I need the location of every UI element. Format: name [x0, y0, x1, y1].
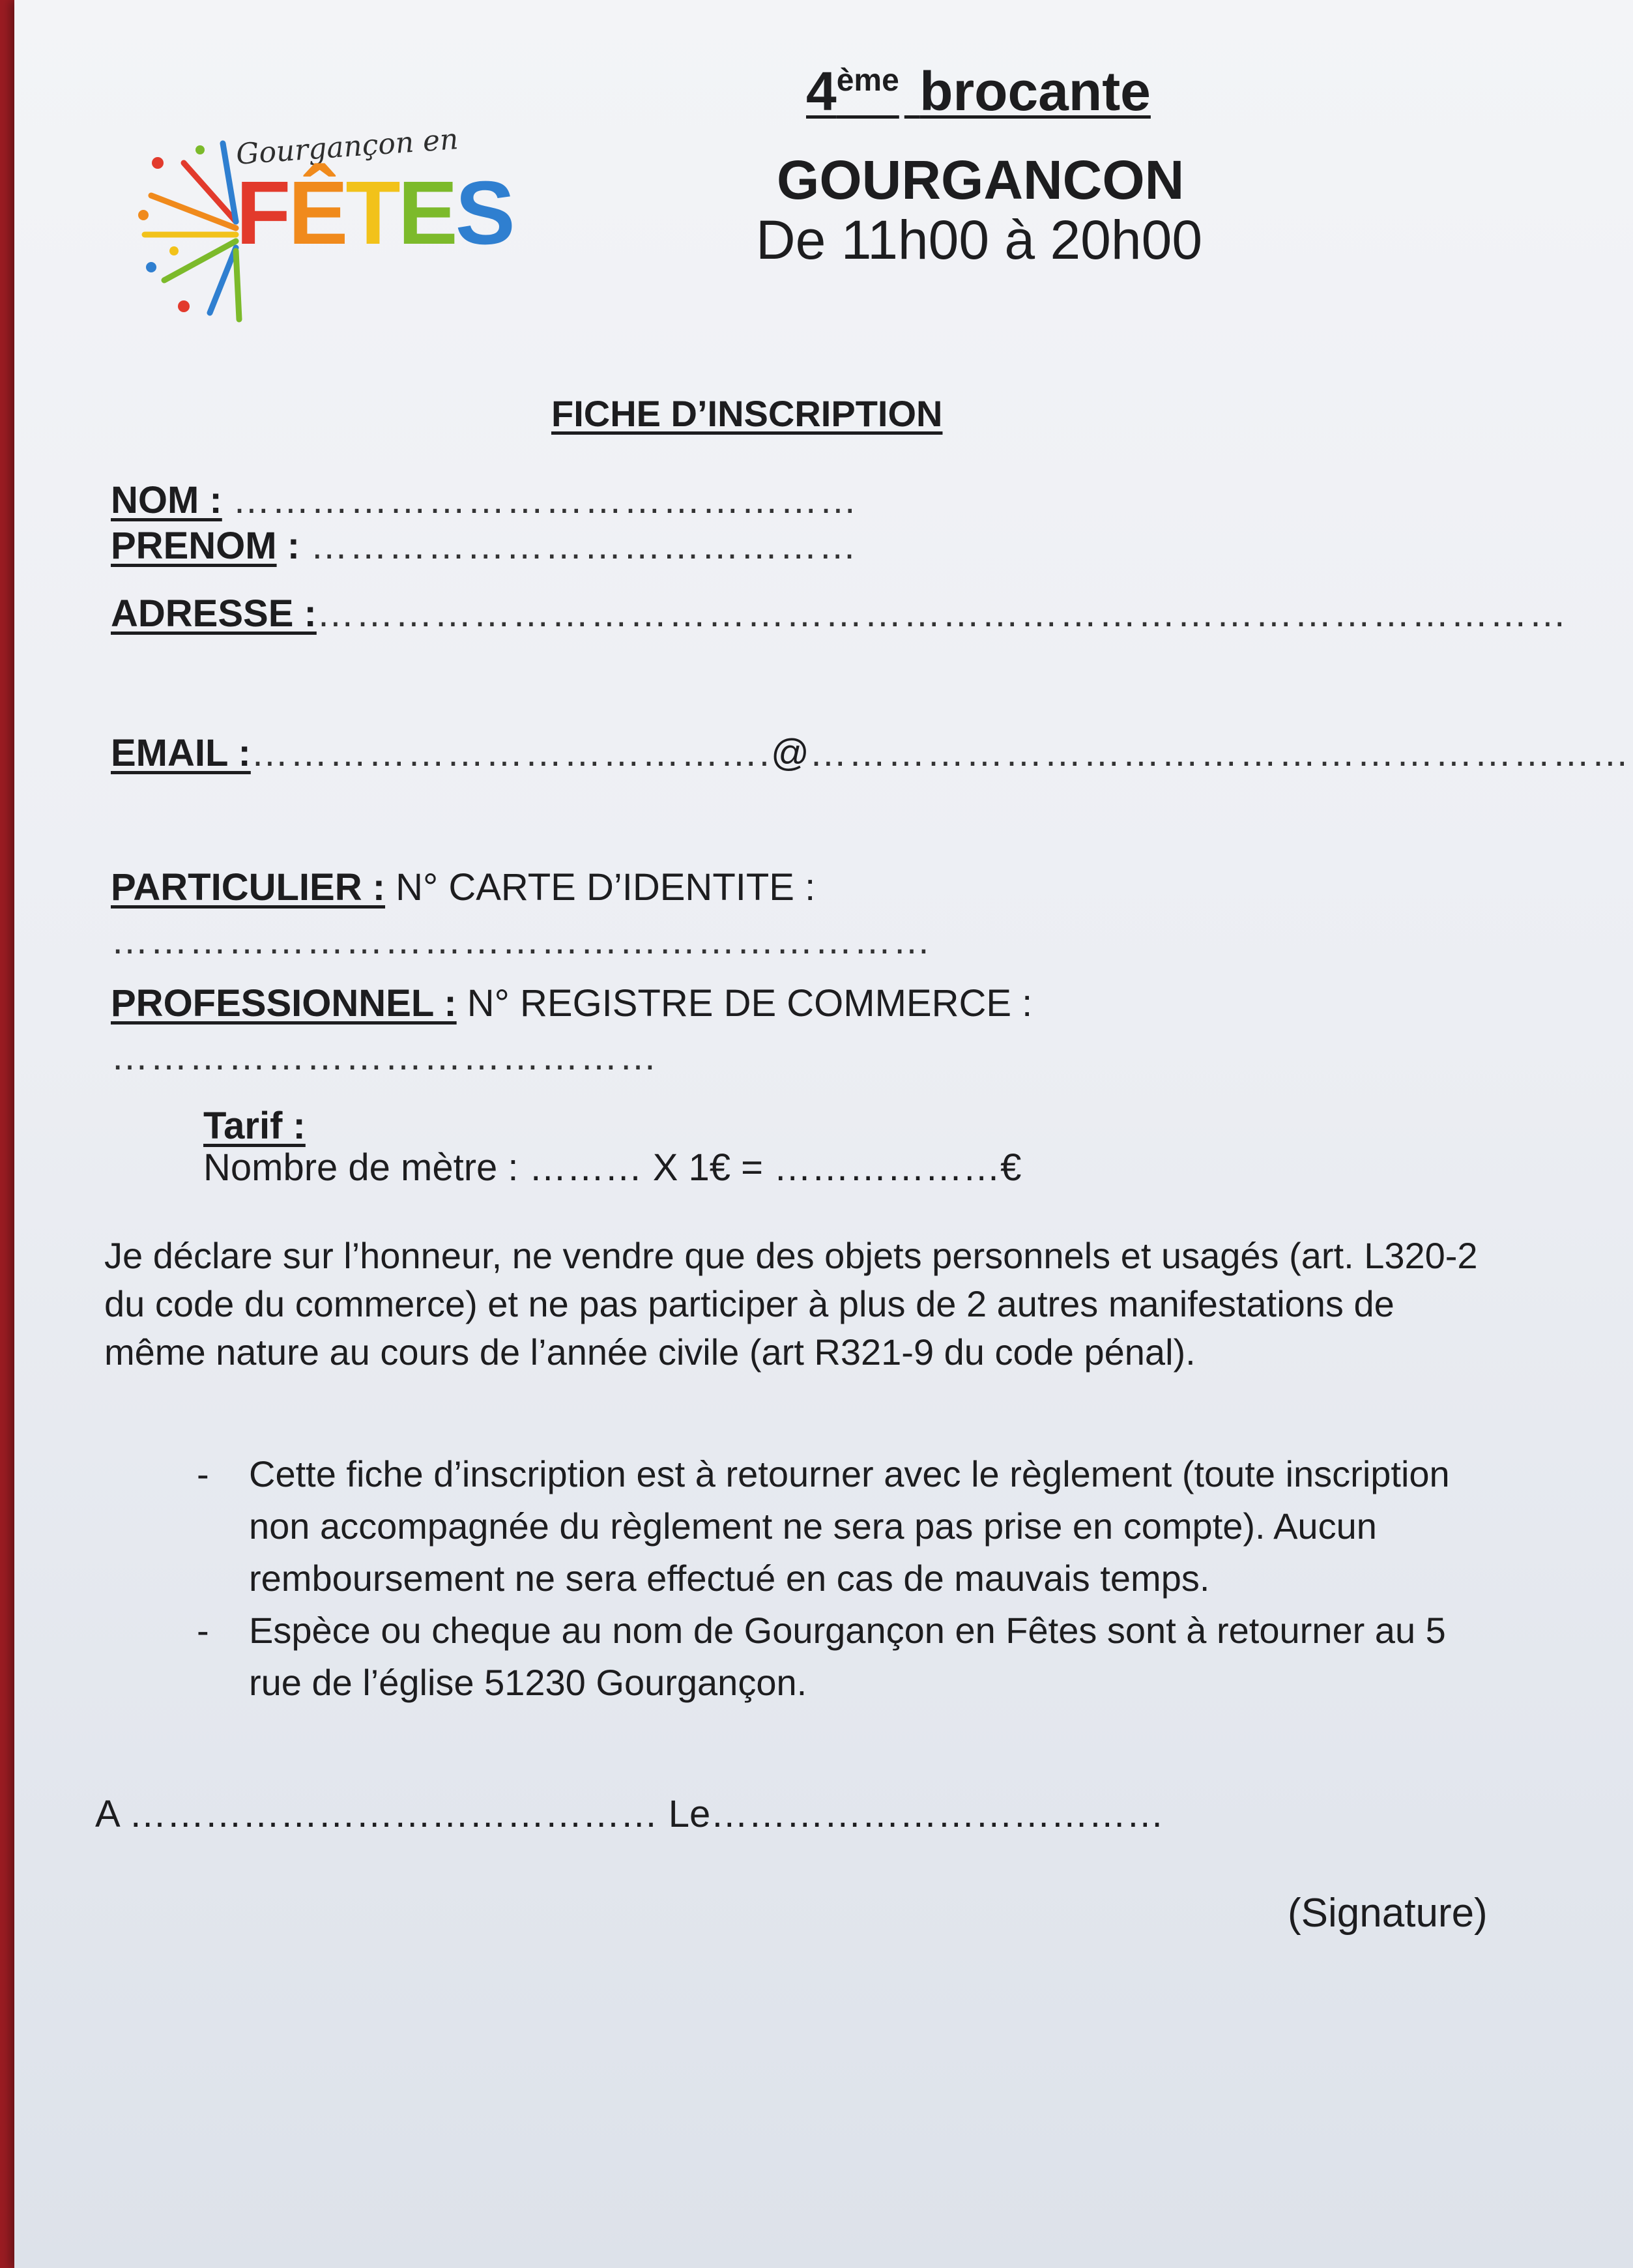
- event-hours: De 11h00 à 20h00: [756, 209, 1203, 270]
- professionnel-field: [111, 980, 1032, 1028]
- instructions-list: [197, 1448, 1494, 1709]
- nom-label: NOM :: [111, 479, 222, 521]
- signature-label: (Signature): [1288, 1891, 1488, 1936]
- nom-blank[interactable]: …………………………………………: [232, 479, 858, 521]
- prenom-field: PRENOM : ……………………………………: [111, 525, 858, 567]
- form-title: FICHE D’INSCRIPTION: [551, 393, 943, 434]
- form-sheet: [14, 0, 1633, 2268]
- email-blank-user[interactable]: ………………………………….: [250, 732, 771, 774]
- email-blank-domain[interactable]: ………………………………………………………: [809, 732, 1630, 774]
- adresse-blank[interactable]: ……………………………………………………………………………………: [316, 592, 1568, 635]
- professionnel-label: PROFESSIONNEL :: [111, 982, 457, 1025]
- carte-identite-blank[interactable]: ………………………………………………………: [111, 920, 932, 962]
- registre-commerce-blank[interactable]: ……………………………………: [111, 1036, 658, 1078]
- email-at-sign: @: [770, 732, 809, 774]
- particulier-field: [111, 864, 815, 912]
- declaration-paragraph: Je déclare sur l’honneur, ne vendre que des objets personnels et usagés (art. L320-2 du code du commerce) et ne pas participer à plus de 2 autres manifestations de même nature au cours de l’année civile (art R321-9 du code pénal).: [104, 1235, 1478, 1373]
- email-label: EMAIL :: [111, 732, 251, 774]
- logo-fetes-text: FÊTES: [236, 163, 513, 263]
- particulier-label: PARTICULIER :: [111, 866, 386, 909]
- town-title: GOURGANCON: [777, 149, 1185, 211]
- prenom-blank[interactable]: ……………………………………: [310, 525, 858, 567]
- event-edition-title: 4ème brocante: [806, 61, 1151, 122]
- nom-field: [111, 477, 858, 525]
- fireworks-icon: [138, 137, 249, 332]
- adresse-label: ADRESSE :: [111, 592, 317, 635]
- adresse-field: [111, 590, 1568, 638]
- list-item: - Cette fiche d’inscription est à retourner avec le règlement (toute inscription non accompagnée du règlement ne sera pas prise en compte). Aucun remboursement ne sera effectué en cas de mauvais temps.: [197, 1453, 1450, 1599]
- place-date-line[interactable]: A …………………………………… Le………………………………: [95, 1793, 1164, 1835]
- tarif-label: Tarif :: [203, 1105, 306, 1147]
- list-item: - Espèce ou cheque au nom de Gourgançon en Fêtes sont à retourner au 5 rue de l’église 51230 Gourgançon.: [197, 1610, 1446, 1703]
- email-field: [111, 730, 1630, 778]
- gourgancon-en-fetes-logo: [138, 123, 513, 326]
- tarif-calculation-line[interactable]: Nombre de mètre : ……… X 1€ = ………………€: [203, 1146, 1022, 1189]
- registre-commerce-label: N° REGISTRE DE COMMERCE :: [467, 982, 1033, 1025]
- carte-identite-label: N° CARTE D’IDENTITE :: [396, 866, 816, 909]
- prenom-label: PRENOM: [111, 525, 277, 567]
- logo-script-text: Gourgançon en: [235, 123, 459, 171]
